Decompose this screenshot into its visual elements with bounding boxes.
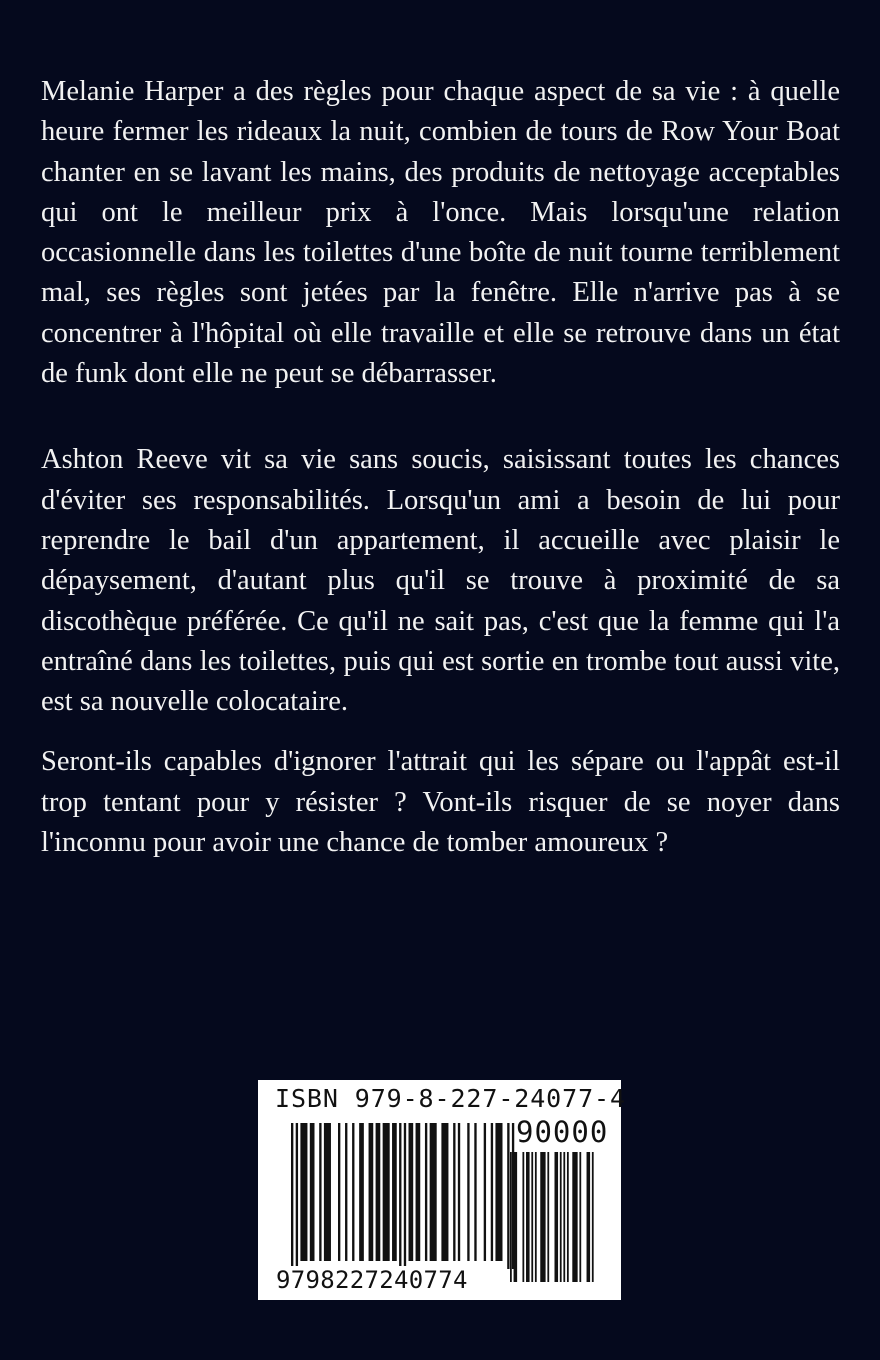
- barcode-bar: [474, 1123, 476, 1261]
- barcode-bar: [399, 1123, 401, 1269]
- barcode-bar: [376, 1123, 381, 1261]
- barcode-bar: [587, 1152, 591, 1282]
- price-code: 90000: [516, 1115, 609, 1149]
- barcode-bar: [567, 1152, 569, 1282]
- barcode-bar: [491, 1123, 493, 1261]
- barcode-bar: [425, 1123, 427, 1261]
- barcode-bar: [526, 1152, 530, 1282]
- barcode-bar: [359, 1123, 364, 1261]
- barcode-bar: [540, 1152, 545, 1282]
- barcode-bar: [531, 1152, 533, 1282]
- barcode-bar: [404, 1123, 406, 1269]
- barcode-bar: [592, 1152, 594, 1282]
- barcode-bar: [495, 1123, 502, 1261]
- isbn-label: ISBN 979-8-227-24077-4: [275, 1084, 626, 1113]
- back-cover-blurb: [41, 72, 840, 863]
- barcode-bar: [572, 1152, 577, 1282]
- barcode-bar: [510, 1152, 512, 1282]
- barcode-bar: [338, 1123, 340, 1261]
- barcode-bar: [319, 1123, 321, 1261]
- barcode-bar: [555, 1152, 559, 1282]
- barcode-bar: [430, 1123, 437, 1261]
- barcode-bar: [345, 1123, 347, 1261]
- barcode-bar: [291, 1123, 293, 1269]
- blurb-paragraph-3: Seront-ils capables d'ignorer l'attrait qui les sépare ou l'appât est-il trop tentant pour y résister ? Vont-ils risquer de se noyer dans l'inconnu pour avoir une chance de tomber amoureux ?: [41, 746, 840, 859]
- barcode-bar: [409, 1123, 414, 1261]
- barcode-bar: [416, 1123, 421, 1261]
- barcode-bar: [535, 1152, 537, 1282]
- barcode-bar: [310, 1123, 315, 1261]
- barcode-bar: [453, 1123, 455, 1261]
- barcode-bar: [467, 1123, 469, 1261]
- barcode-bar: [522, 1152, 524, 1282]
- barcode-bar: [579, 1152, 581, 1282]
- blurb-paragraph-2: Ashton Reeve vit sa vie sans soucis, saisissant toutes les chances d'éviter ses responsabilités. Lorsqu'un ami a besoin de lui pour reprendre le bail d'un appartement, il accueille avec plaisir le dépaysement, d'autant plus qu'il se trouve à proximité de sa discothèque préférée. Ce qu'il ne sait pas, c'est que la femme qui l'a entraîné dans les toilettes, puis qui est sortie en trombe tout aussi vite, est sa nouvelle colocataire.: [41, 444, 840, 718]
- barcode-bar: [484, 1123, 486, 1261]
- barcode-bar: [392, 1123, 397, 1261]
- barcode-bar: [547, 1152, 549, 1282]
- barcode-bar: [560, 1152, 562, 1282]
- barcode-bar: [458, 1123, 460, 1261]
- barcode-bar: [507, 1123, 509, 1269]
- barcode-bar: [563, 1152, 565, 1282]
- barcode-bar: [324, 1123, 331, 1261]
- barcode-bar: [383, 1123, 390, 1261]
- barcode-bar: [352, 1123, 354, 1261]
- barcode-bar: [369, 1123, 374, 1261]
- barcode-bar: [300, 1123, 307, 1261]
- barcode-bar: [514, 1152, 518, 1282]
- ean-digits: 9798227240774: [276, 1266, 468, 1294]
- isbn-barcode: [258, 1080, 626, 1300]
- barcode-bar: [296, 1123, 298, 1269]
- barcode-bar: [441, 1123, 448, 1261]
- blurb-paragraph-1: Melanie Harper a des règles pour chaque aspect de sa vie : à quelle heure fermer les rideaux la nuit, combien de tours de Row Your Boat chanter en se lavant les mains, des produits de nettoyage acceptables qui ont le meilleur prix à l'once. Mais lorsqu'une relation occasionnelle dans les toilettes d'une boîte de nuit tourne terriblement mal, ses règles sont jetées par la fenêtre. Elle n'arrive pas à se concentrer à l'hôpital où elle travaille et elle se retrouve dans un état de funk dont elle ne peut se débarrasser.: [41, 76, 840, 390]
